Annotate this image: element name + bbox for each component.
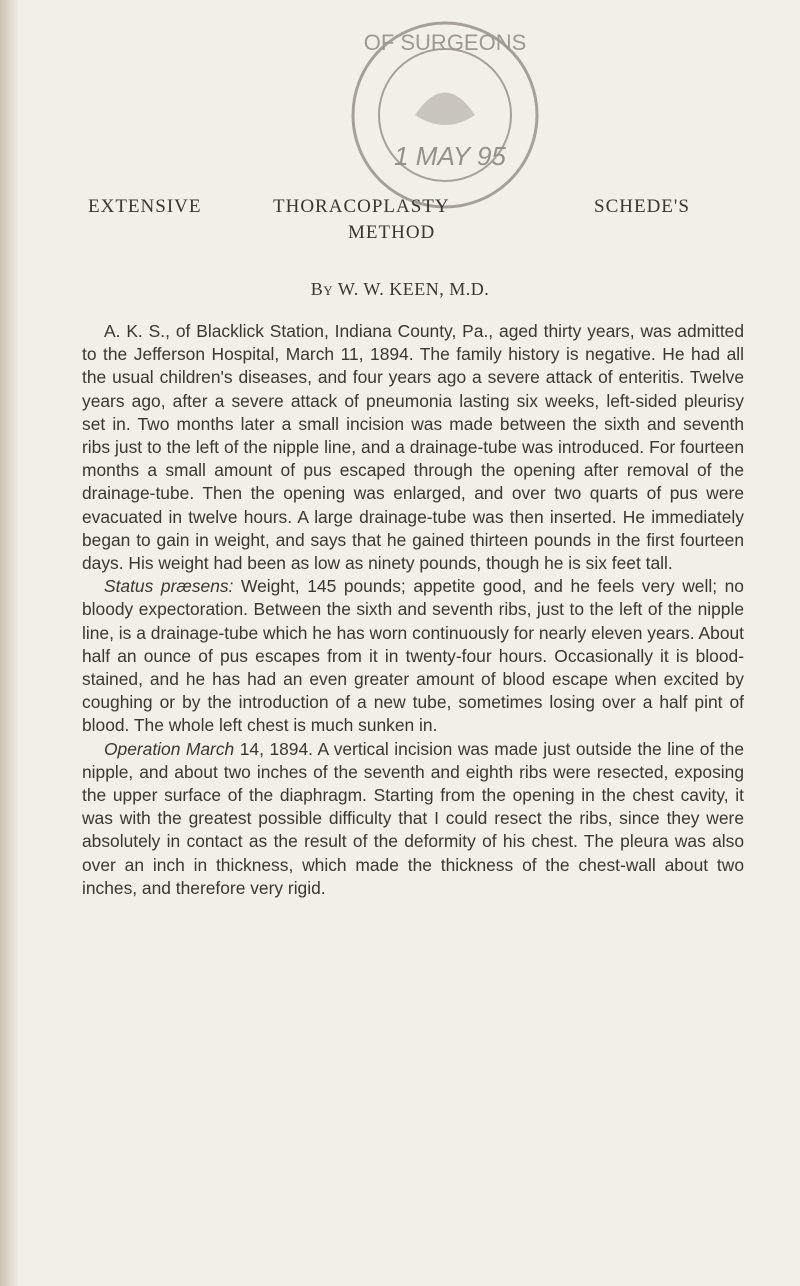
title-word-schedes: SCHEDE'S — [594, 196, 690, 217]
paragraph-text: A. K. S., of Blacklick Station, Indiana County, Pa., aged thirty years, was admitted to the Jefferson Hospital, March 11, 1894. The family history is negative. He had all the usual children's diseases, and four years ago a severe attack of enteritis. Twelve years ago, after a severe attack of pneumonia lasting six weeks, left-sided pleurisy set in. Two months later a small incision was made between the sixth and seventh ribs just to the left of the nipple line, and a drainage-tube was introduced. For fourteen months a small amount of pus escaped through the opening after removal of the drainage-tube. Then the opening was enlarged, and over two quarts of pus were evacuated in twelve hours. A large drainage-tube was then inserted. He immediately began to gain in weight, and says that he gained thirteen pounds in the first fourteen days. His weight had been as low as ninety pounds, though he is six feet tall. — [82, 321, 744, 574]
paragraph-history — [82, 320, 744, 575]
stamp-ring-text: OF SURGEONS — [363, 30, 527, 55]
paragraph-text: Weight, 145 pounds; appetite good, and he feels very well; no bloody expectoration. Between the sixth and seventh ribs, just to the left of the nipple line, is a drainage-tube which he has worn continuously for nearly eleven years. About half an ounce of pus escapes from it in twenty-four hours. Occasionally it is blood-stained, and he has had an even greater amount of blood escape when excited by coughing or by the introduction of a new tube, sometimes losing over a half pint of blood. The whole left chest is much sunken in. — [82, 576, 744, 736]
title-word-thoracoplasty: THORACOPLASTY — [273, 196, 450, 217]
byline-prefix: By — [310, 279, 334, 299]
paragraph-lead: Operation March — [104, 738, 235, 759]
author-byline — [0, 279, 800, 300]
paragraph-status-praesens — [82, 575, 744, 737]
article-body — [82, 320, 744, 900]
paragraph-operation — [82, 738, 744, 900]
paragraph-lead: Status præsens: — [104, 576, 234, 597]
page-edge-shadow — [0, 0, 20, 1286]
title-word-method: METHOD — [348, 222, 436, 243]
stamp-date: 1 MAY 95 — [394, 141, 506, 171]
byline-author: W. W. KEEN, M.D. — [337, 279, 490, 299]
paragraph-text: 14, 1894. A vertical incision was made just outside the line of the nipple, and about two inches of the seventh and eighth ribs were resected, exposing the upper surface of the diaphragm. Starting from the opening in the chest cavity, it was with the greatest possible difficulty that I could resect the ribs, since they were absolutely in contact as the result of the deformity of his chest. The pleura was also over an inch in thickness, which made the thickness of the chest-wall about two inches, and therefore very rigid. — [82, 738, 744, 898]
title-word-extensive: EXTENSIVE — [88, 196, 202, 217]
